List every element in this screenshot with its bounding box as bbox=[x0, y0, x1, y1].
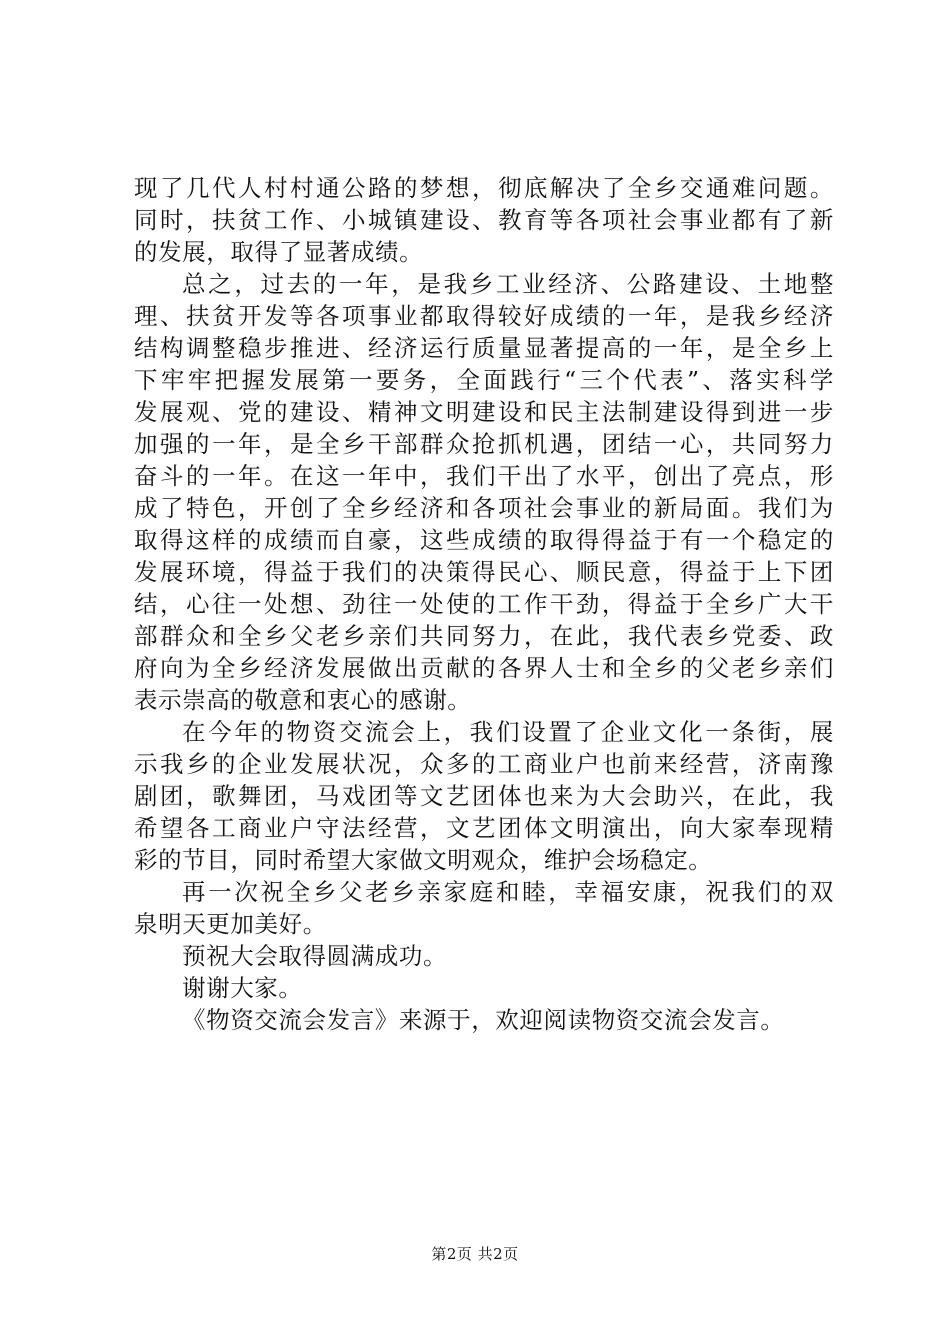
text-line: 发展环境，得益于我们的决策得民心、顺民意，得益于上下团 bbox=[134, 558, 834, 586]
paragraph-first-line: 在今年的物资交流会上，我们设置了企业文化一条街，展 bbox=[182, 718, 834, 746]
paragraph-first-line: 再一次祝全乡父老乡亲家庭和睦，幸福安康，祝我们的双 bbox=[182, 878, 834, 906]
paragraph-first-line: 总之，过去的一年，是我乡工业经济、公路建设、土地整 bbox=[182, 270, 834, 298]
text-line: 成了特色，开创了全乡经济和各项社会事业的新局面。我们为 bbox=[134, 494, 834, 522]
page-number-footer: 第2页 共2页 bbox=[431, 1245, 519, 1263]
text-line: 彩的节目，同时希望大家做文明观众，维护会场稳定。 bbox=[134, 846, 713, 874]
text-line: 加强的一年，是全乡干部群众抢抓机遇，团结一心，共同努力 bbox=[134, 430, 834, 458]
text-line: 同时，扶贫工作、小城镇建设、教育等各项社会事业都有了新 bbox=[134, 206, 834, 234]
paragraph-first-line: 预祝大会取得圆满成功。 bbox=[182, 942, 448, 970]
text-line: 取得这样的成绩而自豪，这些成绩的取得得益于有一个稳定的 bbox=[134, 526, 834, 554]
text-line: 发展观、党的建设、精神文明建设和民主法制建设得到进一步 bbox=[134, 398, 834, 426]
text-line: 府向为全乡经济发展做出贡献的各界人士和全乡的父老乡亲们 bbox=[134, 654, 834, 682]
document-body bbox=[134, 172, 834, 1036]
text-line: 希望各工商业户守法经营，文艺团体文明演出，向大家奉现精 bbox=[134, 814, 834, 842]
text-line: 部群众和全乡父老乡亲们共同努力，在此，我代表乡党委、政 bbox=[134, 622, 834, 650]
text-line: 结构调整稳步推进、经济运行质量显著提高的一年，是全乡上 bbox=[134, 334, 834, 362]
text-line: 下牢牢把握发展第一要务，全面践行“三个代表”、落实科学 bbox=[134, 366, 834, 394]
paragraph-first-line: 谢谢大家。 bbox=[182, 974, 303, 1002]
text-line: 结，心往一处想、劲往一处使的工作干劲，得益于全乡广大干 bbox=[134, 590, 834, 618]
text-line: 奋斗的一年。在这一年中，我们干出了水平，创出了亮点，形 bbox=[134, 462, 834, 490]
text-line: 剧团，歌舞团，马戏团等文艺团体也来为大会助兴，在此，我 bbox=[134, 782, 834, 810]
text-line: 理、扶贫开发等各项事业都取得较好成绩的一年，是我乡经济 bbox=[134, 302, 834, 330]
text-line: 示我乡的企业发展状况，众多的工商业户也前来经营，济南豫 bbox=[134, 750, 834, 778]
paragraph-first-line: 《物资交流会发言》来源于，欢迎阅读物资交流会发言。 bbox=[182, 1006, 785, 1034]
text-line: 泉明天更加美好。 bbox=[134, 910, 327, 938]
text-line: 现了几代人村村通公路的梦想，彻底解决了全乡交通难问题。 bbox=[134, 174, 834, 202]
text-line: 表示崇高的敬意和衷心的感谢。 bbox=[134, 686, 472, 714]
text-line: 的发展，取得了显著成绩。 bbox=[134, 238, 424, 266]
